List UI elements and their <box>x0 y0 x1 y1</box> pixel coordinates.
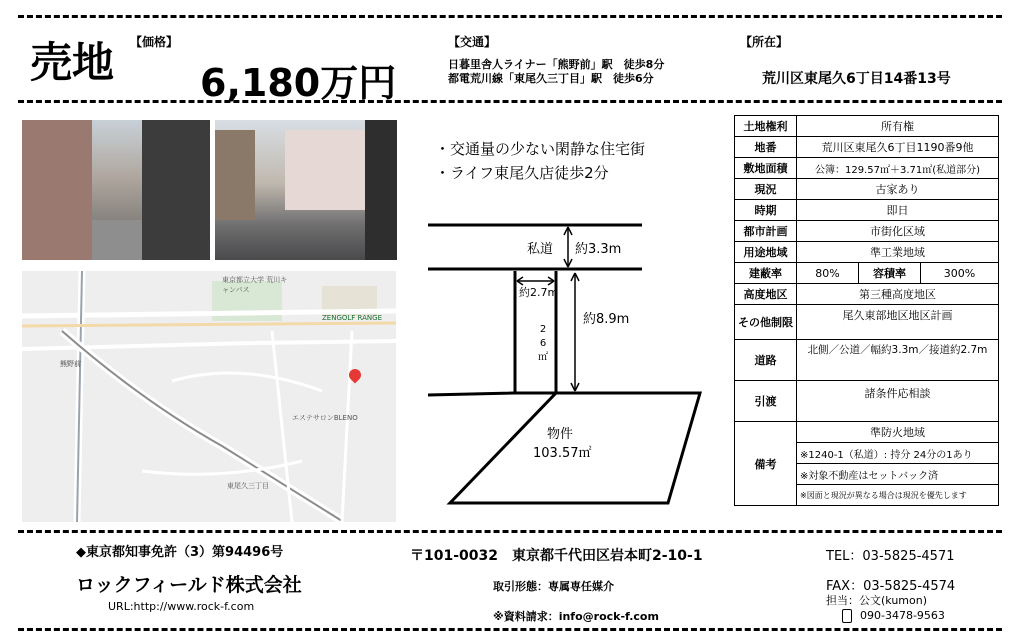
road-width: 約3.3m <box>575 242 622 257</box>
spec-label: 土地権利 <box>735 116 797 137</box>
tel-number[interactable]: TEL：03-5825-4571 <box>826 549 955 564</box>
spec-label: 現況 <box>735 179 797 200</box>
spec-value: ※対象不動産はセットバック済 <box>797 464 999 485</box>
street-photo-2 <box>215 120 397 260</box>
lot-label: 物件 <box>547 427 574 442</box>
spec-row <box>735 158 999 179</box>
spec-label: 建蔽率 <box>735 263 797 284</box>
map-label-golf: ZENGOLF RANGE <box>322 314 382 322</box>
price-value: 6,180万円 <box>200 61 397 105</box>
spec-value: ※図面と現況が異なる場合は現況を優先します <box>797 485 999 506</box>
spec-label: 備考 <box>735 422 797 506</box>
mobile-phone-icon <box>842 609 852 623</box>
feature-list <box>435 137 645 185</box>
listing-type: 売地 <box>30 38 115 87</box>
passage-width: 約2.7m <box>519 286 559 299</box>
street-photo-1 <box>22 120 210 260</box>
spec-value: 即日 <box>797 200 999 221</box>
map-svg <box>22 271 396 522</box>
email-contact[interactable]: ※資料請求：info@rock-f.com <box>493 610 659 623</box>
staff-name: 担当：公文(kumon) <box>826 594 928 607</box>
spec-label: 用途地域 <box>735 242 797 263</box>
spec-label: 引渡 <box>735 381 797 422</box>
company-address: 〒101-0032 東京都千代田区岩本町2-10-1 <box>410 548 703 564</box>
spec-value: 準防火地域 <box>797 422 999 443</box>
passage-area <box>537 323 549 365</box>
spec-row <box>735 381 999 422</box>
spec-value: 80% <box>797 263 859 284</box>
property-spec-table <box>734 115 999 506</box>
spec-row <box>735 422 999 443</box>
map-label-east-oku: 東尾久三丁目 <box>227 482 269 490</box>
mobile-number[interactable]: 090-3478-9563 <box>860 609 945 622</box>
spec-row <box>735 340 999 381</box>
passage-area-digit: 2 <box>539 324 547 335</box>
footer-divider <box>18 530 1002 533</box>
wall-right <box>365 120 397 260</box>
spec-value: 諸条件応相談 <box>797 381 999 422</box>
spec-value: 古家あり <box>797 179 999 200</box>
spec-value: 第三種高度地区 <box>797 284 999 305</box>
spec-row <box>735 284 999 305</box>
header-divider <box>18 100 1002 103</box>
spec-label: 高度地区 <box>735 284 797 305</box>
fax-number: FAX：03-5825-4574 <box>826 579 956 594</box>
spec-value: 北側／公道／幅約3.3m／接道約2.7m <box>797 340 999 381</box>
spec-value: 尾久東部地区地区計画 <box>797 305 999 340</box>
spec-label: 時期 <box>735 200 797 221</box>
license-number: ◆東京都知事免許（3）第94496号 <box>76 545 284 560</box>
spec-row <box>735 179 999 200</box>
house-facade <box>22 120 92 260</box>
house-left <box>215 130 255 220</box>
location-value: 荒川区東尾久6丁目14番13号 <box>762 71 951 87</box>
building-wall <box>142 120 210 260</box>
transport-line: 都電荒川線「東尾久三丁目」駅 徒歩6分 <box>448 72 654 85</box>
feature-item: ・ライフ東尾久店徒歩2分 <box>435 164 609 182</box>
spec-row <box>735 305 999 340</box>
feature-item: ・交通量の少ない閑静な住宅街 <box>435 140 646 158</box>
spec-value: ※1240-1（私道）: 持分 24分の1あり <box>797 443 999 464</box>
passage-area-unit: ㎡ <box>538 352 548 363</box>
transport-label: 【交通】 <box>448 35 497 49</box>
spec-value: 300% <box>921 263 999 284</box>
house-center <box>285 130 365 210</box>
spec-value: 市街化区域 <box>797 221 999 242</box>
spec-label: 道路 <box>735 340 797 381</box>
deal-type: 取引形態：専属専任媒介 <box>493 580 614 593</box>
location-label: 【所在】 <box>740 35 789 49</box>
spec-value: 荒川区東尾久6丁目1190番9他 <box>797 137 999 158</box>
driveway <box>92 220 142 260</box>
map-label-station: 熊野前 <box>60 360 81 368</box>
spec-value: 所有権 <box>797 116 999 137</box>
lot-diagram <box>420 215 720 515</box>
spec-label: 都市計画 <box>735 221 797 242</box>
spec-row <box>735 137 999 158</box>
price-label: 【価格】 <box>130 35 179 49</box>
map-label-university: 東京都立大学 荒川キャンパス <box>222 276 288 294</box>
spec-label: その他制限 <box>735 305 797 340</box>
passage-area-digit: 6 <box>539 338 547 349</box>
bottom-divider <box>18 628 1002 631</box>
spec-value: 公簿：129.57㎡＋3.71㎡(私道部分) <box>797 158 999 179</box>
spec-label: 敷地面積 <box>735 158 797 179</box>
spec-value: 準工業地域 <box>797 242 999 263</box>
spec-row <box>735 200 999 221</box>
location-map[interactable] <box>22 271 396 522</box>
transport-lines <box>448 58 664 86</box>
passage-length: 約8.9m <box>583 312 630 327</box>
road-label: 私道 <box>527 242 554 257</box>
spec-label: 容積率 <box>859 263 921 284</box>
map-label-salon: エステサロンBLENO <box>292 414 358 422</box>
spec-row <box>735 242 999 263</box>
company-url[interactable]: URL:http://www.rock-f.com <box>108 600 255 613</box>
transport-line: 日暮里舎人ライナー「熊野前」駅 徒歩8分 <box>448 58 665 71</box>
lot-area: 103.57㎡ <box>533 446 592 461</box>
top-divider <box>18 15 1002 18</box>
company-name: ロックフィールド株式会社 <box>76 574 302 596</box>
spec-row <box>735 263 999 284</box>
spec-row <box>735 116 999 137</box>
spec-row <box>735 221 999 242</box>
spec-label: 地番 <box>735 137 797 158</box>
